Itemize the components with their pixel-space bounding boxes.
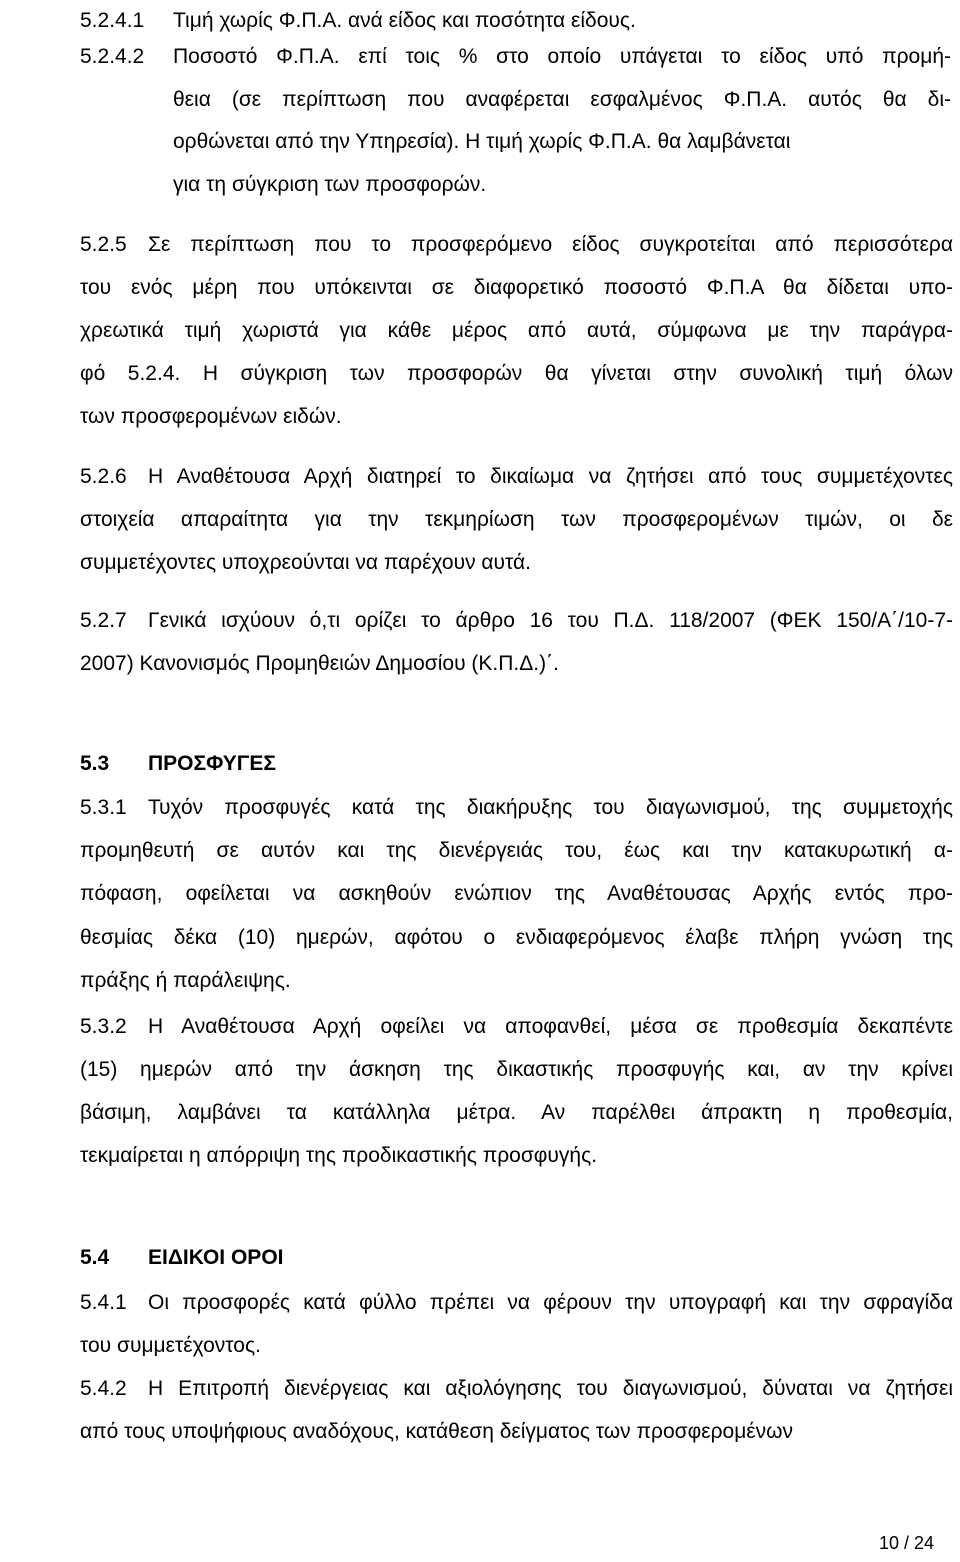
paragraph-line: ορθώνεται από την Υπηρεσία). Η τιμή χωρίς Φ.Π.Α. θα λαμβάνεται — [173, 130, 791, 153]
paragraph-line: στοιχεία απαραίτητα για την τεκμηρίωση των προσφερομένων τιμών, οι δε — [80, 508, 953, 531]
paragraph-line: φό 5.2.4. Η σύγκριση των προσφορών θα γίνεται στην συνολική τιμή όλων — [80, 362, 953, 385]
paragraph-line: πράξης ή παράλειψης. — [80, 969, 291, 992]
paragraph-line: Η Αναθέτουσα Αρχή οφείλει να αποφανθεί, μέσα σε προθεσμία δεκαπέντε — [148, 1015, 953, 1038]
section-number: 5.2.6 — [80, 465, 127, 488]
paragraph-line: (15) ημερών από την άσκηση της δικαστικής προσφυγής και, αν την κρίνει — [80, 1058, 953, 1081]
section-heading: ΕΙΔΙΚΟΙ ΟΡΟΙ — [148, 1246, 284, 1269]
paragraph-line: των προσφερομένων ειδών. — [80, 405, 342, 428]
paragraph-line: Ποσοστό Φ.Π.Α. επί τοις % στο οποίο υπάγεται το είδος υπό προμή- — [173, 45, 951, 68]
paragraph-line: βάσιμη, λαμβάνει τα κατάλληλα μέτρα. Αν παρέλθει άπρακτη η προθεσμία, — [80, 1101, 953, 1124]
paragraph-line: Σε περίπτωση που το προσφερόμενο είδος συγκροτείται από περισσότερα — [148, 233, 953, 256]
paragraph-line: Η Επιτροπή διενέργειας και αξιολόγησης του διαγωνισμού, δύναται να ζητήσει — [148, 1377, 953, 1400]
paragraph-line: προμηθευτή σε αυτόν και της διενέργειάς του, έως και την κατακυρωτική α- — [80, 839, 953, 862]
paragraph-line: 2007) Κανονισμός Προμηθειών Δημοσίου (Κ.Π.Δ.)΄. — [80, 652, 559, 675]
paragraph-line: από τους υποψήφιους αναδόχους, κατάθεση δείγματος των προσφερομένων — [80, 1420, 794, 1443]
section-heading: ΠΡΟΣΦΥΓΕΣ — [148, 752, 276, 775]
paragraph-line: πόφαση, οφείλεται να ασκηθούν ενώπιον της Αναθέτουσας Αρχής εντός προ- — [80, 882, 953, 905]
paragraph-line: χρεωτικά τιμή χωριστά για κάθε μέρος από αυτά, σύμφωνα με την παράγρα- — [80, 319, 953, 342]
paragraph-line: θεσμίας δέκα (10) ημερών, αφότου ο ενδιαφερόμενος έλαβε πλήρη γνώση της — [80, 926, 953, 949]
paragraph-line: Τυχόν προσφυγές κατά της διακήρυξης του διαγωνισμού, της συμμετοχής — [148, 796, 953, 819]
section-number: 5.4.1 — [80, 1291, 127, 1314]
section-heading-number: 5.4 — [80, 1246, 110, 1269]
section-number: 5.4.2 — [80, 1377, 127, 1400]
paragraph-line: Οι προσφορές κατά φύλλο πρέπει να φέρουν την υπογραφή και την σφραγίδα — [148, 1291, 953, 1314]
paragraph-line: Τιμή χωρίς Φ.Π.Α. ανά είδος και ποσότητα είδους. — [173, 9, 636, 32]
section-number: 5.3.2 — [80, 1015, 127, 1038]
paragraph-line: Γενικά ισχύουν ό,τι ορίζει το άρθρο 16 του Π.Δ. 118/2007 (ΦΕΚ 150/Α΄/10-7- — [148, 609, 953, 632]
section-number: 5.2.4.2 — [80, 45, 145, 68]
paragraph-line: θεια (σε περίπτωση που αναφέρεται εσφαλμένος Φ.Π.Α. αυτός θα δι- — [173, 88, 951, 111]
page-number: 10 / 24 — [878, 1533, 934, 1553]
paragraph-line: του ενός μέρη που υπόκεινται σε διαφορετικό ποσοστό Φ.Π.Α θα δίδεται υπο- — [80, 276, 953, 299]
section-number: 5.2.7 — [80, 609, 127, 632]
paragraph-line: Η Αναθέτουσα Αρχή διατηρεί το δικαίωμα να ζητήσει από τους συμμετέχοντες — [148, 465, 953, 488]
section-number: 5.3.1 — [80, 796, 127, 819]
section-heading-number: 5.3 — [80, 752, 110, 775]
section-number: 5.2.4.1 — [80, 9, 145, 32]
section-number: 5.2.5 — [80, 233, 127, 256]
paragraph-line: συμμετέχοντες υποχρεούνται να παρέχουν αυτά. — [80, 551, 532, 574]
paragraph-line: τεκμαίρεται η απόρριψη της προδικαστικής προσφυγής. — [80, 1144, 598, 1167]
paragraph-line: του συμμετέχοντος. — [80, 1334, 261, 1357]
paragraph-line: για τη σύγκριση των προσφορών. — [173, 173, 487, 196]
